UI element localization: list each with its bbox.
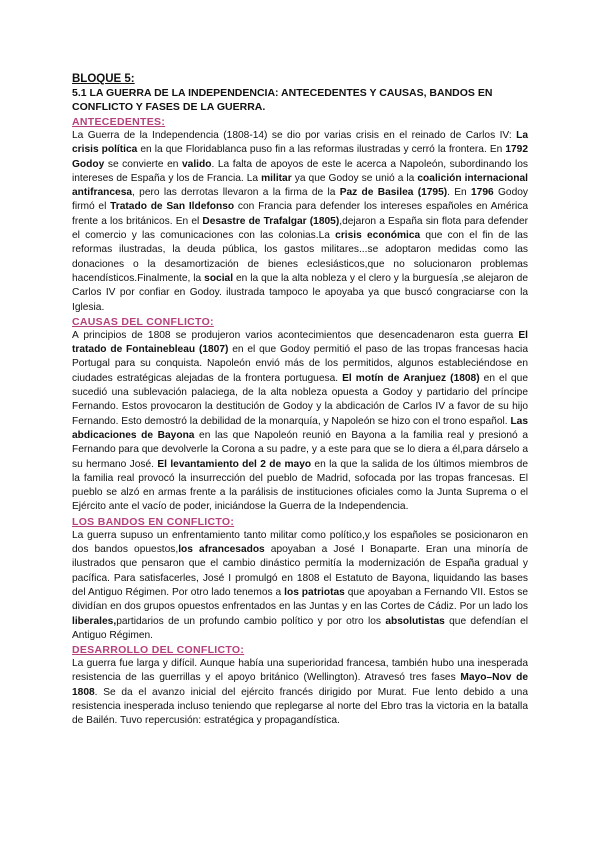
bold-phrase: Paz de Basilea (1795) — [339, 187, 448, 199]
text-run: en la que la alta nobleza y el clero y la burguesía ,se alejaron de Carlos IV por confiar en Godoy. ilustrada tampoco le apoyaba ya que buscó congraciarse con la Iglesia. — [72, 272, 528, 313]
section-paragraph-desarrollo — [72, 657, 528, 728]
bold-phrase: Tratado de San Ildefonso — [110, 201, 235, 213]
bold-phrase: social — [204, 272, 234, 284]
section-heading-desarrollo: DESARROLLO DEL CONFLICTO: — [72, 644, 245, 657]
bold-phrase: militar — [261, 172, 292, 184]
text-run: en la que la salida de los últimos miembros de la familia real provocó la insurrección del pueblo de Madrid, sofocada por las tropas francesas. El pueblo se alzó en armas frente a la parálisis de instituciones oficiales como la Junta Suprema o el Ejército ante el vacío de poder, iniciándose la Guerra de la Independencia. — [72, 458, 528, 513]
text-run: Godoy firmó el — [72, 187, 528, 213]
text-run: ya que Godoy se unió a la — [291, 172, 418, 184]
bold-phrase: 1792 Godoy — [72, 144, 528, 170]
bold-phrase: los patriotas — [284, 586, 345, 598]
bold-phrase: Las abdicaciones de Bayona — [72, 415, 528, 441]
section-paragraph-antecedentes — [72, 129, 528, 315]
section-heading-antecedentes: ANTECEDENTES: — [72, 116, 166, 128]
section-paragraph-bandos — [72, 529, 528, 643]
bold-phrase: los afrancesados — [178, 544, 265, 556]
bold-phrase: Mayo–Nov de 1808 — [72, 672, 528, 698]
bold-phrase: El motín de Aranjuez (1808) — [342, 372, 480, 384]
text-run: La guerra fue larga y difícil. Aunque había una superioridad francesa, también hubo una inesperada resistencia de las guerrillas y el apoyo británico (Wellington). Atravesó tres fases — [72, 658, 528, 684]
bold-phrase: La crisis política — [72, 130, 528, 156]
section-heading-bandos: LOS BANDOS EN CONFLICTO: — [72, 515, 235, 528]
bold-phrase: El tratado de Fontainebleau (1807) — [72, 329, 528, 356]
text-run: en la que Floridablanca puso fin a las reformas ilustradas y cerró la frontera. En — [137, 144, 506, 156]
text-run: que defendían el Antiguo Régimen. — [72, 615, 529, 641]
bold-phrase: El levantamiento del 2 de mayo — [157, 458, 312, 470]
section-heading-causas: CAUSAS DEL CONFLICTO: — [72, 315, 214, 328]
text-run: . En — [447, 187, 472, 199]
section-paragraph-causas — [72, 329, 528, 515]
text-run: en el que sucedió una sublevación palaciega, de la alta nobleza opuesta a Godoy y partidario del príncipe Fernando. Estos provocaron la destitución de Godoy y la abdicación de Carlos IV a favor de su hijo Fernando. Esto demostró la debilidad de la monarquía, y Napoleón se hizo con el trono español. — [72, 372, 529, 427]
bold-phrase: valido — [182, 158, 212, 170]
text-run: en las que Napoleón reunió en Bayona a la familia real y presionó a Fernando para que devolverle la Corona a su padre, y a este para que se lo diera a él,para dárselo a su hermano José. — [72, 429, 528, 470]
text-run: A principios de 1808 se produjeron varios acontecimientos que desencadenaron esta guerra — [72, 329, 519, 341]
block-label: BLOQUE 5: — [72, 73, 135, 85]
text-run: La guerra supuso un enfrentamiento tanto militar como político,y los españoles se posicionaron en dos bandos opuestos, — [72, 529, 528, 556]
text-run: ,dejaron a España sin flota para defender el comercio y las comunicaciones con las colonias.La — [72, 215, 529, 242]
text-run: . La falta de apoyos de este le acerca a Napoleón, subordinando los intereses de España y los de Francia. La — [72, 158, 528, 184]
text-run: que con el fin de las reformas ilustradas, la deuda pública, los gastos militares...se adoptaron medidas como las donaciones o la desamortización de bienes eclesiásticos,que no solucionaron problemas hacendísticos.Finalmente, la — [72, 230, 528, 284]
text-run: se convierte en — [104, 158, 183, 170]
bold-phrase: absolutistas — [385, 615, 445, 627]
bold-phrase: Desastre de Trafalgar (1805) — [202, 215, 340, 227]
bold-phrase: crisis económica — [335, 230, 421, 242]
text-run: partidarios de un profundo cambio político y por otro los — [116, 615, 386, 627]
bold-phrase: liberales, — [72, 615, 117, 627]
text-run: que apoyaban a Fernando VII. Estos se dividían en dos grupos opuestos enfrentados en las Juntas y en las Cortes de Cádiz. Por un lado los — [72, 586, 528, 613]
text-run: . Se da el avanzo inicial del ejército francés dirigido por Murat. Fue lento debido a una resistencia inesperada incluso teniendo que replegarse al norte del Ebro tras la victoria en la batalla de Bailén. Tuvo repercusión: estratégica y propagandística. — [72, 686, 528, 727]
text-run: con Francia para defender los intereses españoles en América frente a los británicos. En el — [72, 201, 528, 227]
text-run: La Guerra de la Independencia (1808-14) se dio por varias crisis en el reinado de Carlos IV: — [72, 130, 517, 141]
text-run: en el que Godoy permitió el paso de las tropas francesas hacia Portugal para su conquista. Napoleón envió más de los permitidos, algunos estableciéndose en ciudades estratégicas alejadas de la frontera portuguesa. — [72, 344, 528, 384]
bold-phrase: 1796 — [471, 187, 494, 199]
text-run: apoyaban a José I Bonaparte. Eran una minoría de ilustrados que pensaron que el cambio dinástico permitía la modernización de España gradual y pacífica. Para satisfacerles, José I promulgó en 1808 el Estatuto de Bayona, liquidando las bases del Antiguo Régimen. Por otro lado tenemos a — [72, 544, 528, 598]
bold-phrase: coalición internacional antifrancesa — [72, 172, 528, 199]
document-title: 5.1 LA GUERRA DE LA INDEPENDENCIA: ANTECEDENTES Y CAUSAS, BANDOS EN CONFLICTO Y FASES DE LA GUERRA. — [72, 87, 493, 113]
text-run: , pero las derrotas llevaron a la firma de la — [132, 187, 340, 199]
